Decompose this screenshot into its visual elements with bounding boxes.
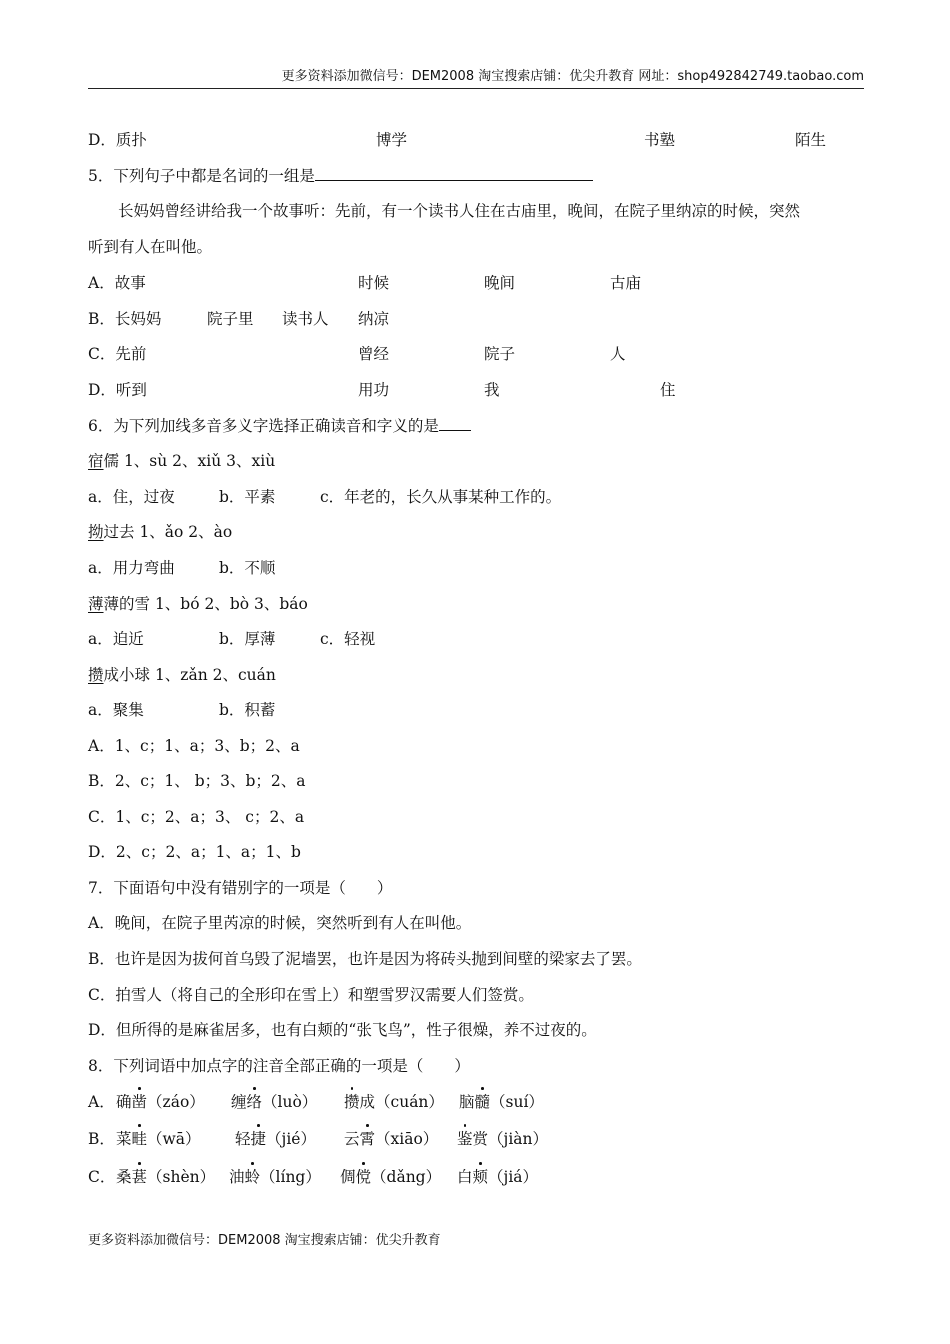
q6-word2-char: 拗 [88,523,104,541]
q5-option-c-c3: 院子 [484,345,516,363]
page-footer: 更多资料添加微信号：DEM2008 淘宝搜索店铺：优尖升教育 [88,1233,441,1248]
q7-option-b: B．也许是因为拔何首乌毁了泥墙罢，也许是因为将砖头抛到间壁的梁家去了罢。 [88,950,642,968]
q8-option-c-word4: 白颊（jiá） [457,1168,539,1186]
q6-word1-meaning-c: c．年老的，长久从事某种工作的。 [320,488,562,506]
q6-word3-char: 薄 [88,595,104,613]
q6-word1-meaning-b: b．平素 [219,488,276,506]
q6-word3-meaning-b: b．厚薄 [219,630,276,648]
q5-option-a-c2: 时候 [358,274,390,292]
q6-word3-meaning-c: c．轻视 [320,630,376,648]
q5-option-b-c2: 院子里 [207,310,254,328]
q6-word2-meaning-b: b．不顺 [219,559,276,577]
q5-option-a-c3: 晚间 [484,274,516,292]
q6-word1 [88,451,275,471]
q6-word4 [88,665,276,685]
q7-option-c: C．拍雪人（将自己的全形印在雪上）和塑雪罗汉需要人们签赏。 [88,986,534,1004]
q8-option-b-word1: 菜畦（wā） [116,1130,201,1148]
q5-option-d-c2: 用功 [358,381,390,399]
q5-option-b-c3: 读书人 [282,310,329,328]
q8-option-c-label: C． [88,1168,116,1186]
q6-stem [88,416,471,436]
q8-option-b-word3: 云霄（xiāo） [344,1130,439,1148]
q7-option-d: D．但所得的是麻雀居多，也有白颊的“张飞鸟”，性子很燥，养不过夜的。 [88,1021,597,1039]
q4-option-d-label: D．质扑 [88,131,147,149]
q6-word3-readings: 薄的雪 1、bó 2、bò 3、báo [103,595,308,613]
q8-option-c-word2: 油蛉（líng） [229,1168,321,1186]
q6-word4-meaning-b: b．积蓄 [219,701,276,719]
q6-option-d: D．2、c；2、a；1、a；1、b [88,843,301,861]
q5-stem [88,166,593,186]
q8-option-b-word2: 轻捷（jié） [235,1130,316,1148]
q5-option-d-c4: 住 [660,381,676,399]
answer-blank[interactable] [439,416,471,431]
q8-option-a-word2: 缠络（luò） [231,1093,318,1111]
q5-passage-line2: 听到有人在叫他。 [88,238,213,256]
q6-word2 [88,522,232,542]
q5-stem-text: 5．下列句子中都是名词的一组是 [88,167,315,185]
q8-option-b-label: B． [88,1130,115,1148]
q6-word4-readings: 成小球 1、zǎn 2、cuán [103,666,276,684]
q4-option-d-c3: 书塾 [644,131,676,149]
q5-passage-line1: 长妈妈曾经讲给我一个故事听：先前，有一个读书人住在古庙里，晚间，在院子里纳凉的时候，突然 [118,202,801,220]
answer-blank[interactable] [315,166,593,181]
q5-option-c-c4: 人 [610,345,626,363]
q5-option-c-label: C．先前 [88,345,147,363]
q8-option-a-label: A． [88,1093,115,1111]
q6-option-c: C．1、c；2、a；3、 c；2、a [88,808,305,826]
q8-option-b-word4: 鉴赏（jiàn） [457,1130,549,1148]
q6-word4-meaning-a: a．聚集 [88,701,144,719]
q5-option-d-c3: 我 [484,381,500,399]
q6-word3-meaning-a: a．迫近 [88,630,144,648]
q4-option-d [88,130,147,150]
q6-word3 [88,594,308,614]
q5-option-b-c4: 纳凉 [358,310,390,328]
q7-option-a: A．晚间，在院子里芮凉的时候，突然听到有人在叫他。 [88,914,472,932]
q8-option-a-word1: 确凿（záo） [116,1093,205,1111]
q5-option-a-c4: 古庙 [610,274,642,292]
q5-option-a-label: A．故事 [88,274,146,292]
q6-stem-text: 6．为下列加线多音多义字选择正确读音和字义的是 [88,417,439,435]
q8-option-a-word3: 攒成（cuán） [344,1093,444,1111]
q6-option-b: B．2、c；1、 b；3、b；2、a [88,772,306,790]
q4-option-d-c4: 陌生 [795,131,827,149]
q6-word1-meaning-a: a．住，过夜 [88,488,175,506]
q8-option-c-word1: 桑葚（shèn） [116,1168,216,1186]
q6-word1-char: 宿 [88,452,104,470]
q6-word4-char: 攒 [88,666,104,684]
q6-option-a: A．1、c；1、a；3、b；2、a [88,737,300,755]
q8-option-a-word4: 脑髓（suí） [459,1093,544,1111]
q7-stem: 7．下面语句中没有错别字的一项是（ ） [88,879,393,897]
q5-option-b-label: B．长妈妈 [88,310,162,328]
q4-option-d-c2: 博学 [376,131,408,149]
q8-option-c-word3: 倜傥（dǎng） [340,1168,442,1186]
q6-word2-meaning-a: a．用力弯曲 [88,559,175,577]
q6-word2-readings: 过去 1、ǎo 2、ào [103,523,233,541]
q8-stem: 8．下列词语中加点字的注音全部正确的一项是（ ） [88,1057,470,1075]
q5-option-d-label: D．听到 [88,381,147,399]
q5-option-c-c2: 曾经 [358,345,390,363]
q6-word1-readings: 儒 1、sù 2、xiǔ 3、xiù [103,452,276,470]
page-header: 更多资料添加微信号：DEM2008 淘宝搜索店铺：优尖升教育 网址：shop492842749.taobao.com [88,68,864,89]
